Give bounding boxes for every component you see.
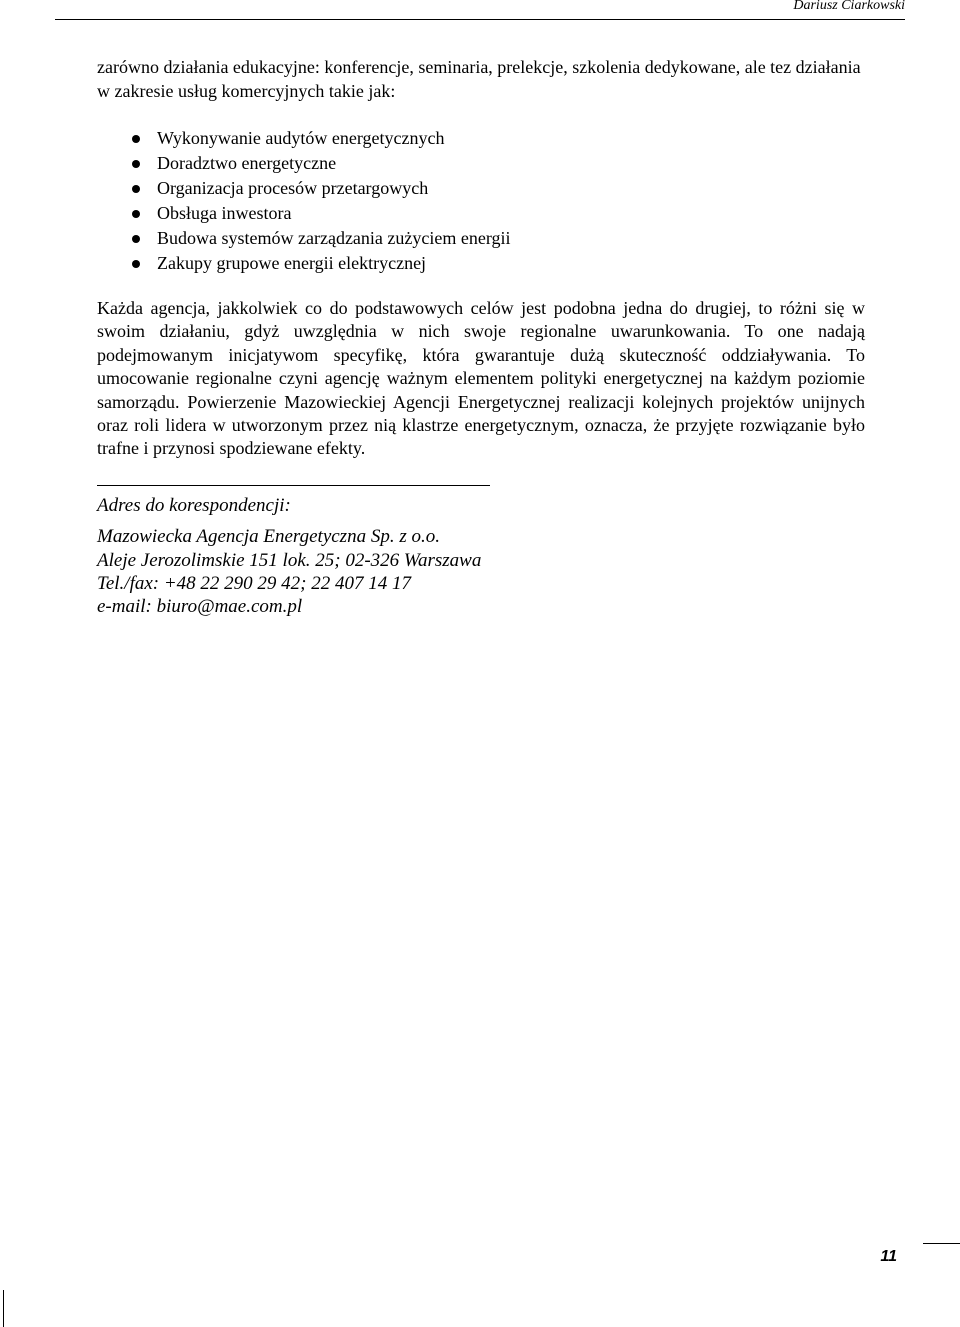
page-content [97,55,865,619]
list-item [97,226,865,251]
list-item-label: Zakupy grupowe energii elektrycznej [157,253,427,273]
email-address: e-mail: biuro@mae.com.pl [97,596,303,618]
body-paragraph: Każda agencja, jakkolwiek co do podstawowych celów jest podobna jedna do drugiej, to różni się w swoim działaniu, gdyż uwzględnia w nich swoje regionalne uwarunkowania. To one nadają podejmowanym inicjatywom specyfikę, która gwarantuje dużą skuteczność oddziaływania. To umocowanie regionalne czyni agencję ważnym elementem polityki energetycznej na każdym poziomie samorządu. Powierzenie Mazowieckiej Agencji Energetycznej realizacji kolejnych projektów unijnych oraz roli lidera w utworzonym przez nią klastrze energetycznym, oznacza, że przyjęte rozwiązanie było trafne i przynosi spodziewane efekty. [97,298,865,459]
list-item [97,151,865,176]
list-item [97,251,865,276]
bullet-icon [132,260,140,268]
bullet-icon [132,185,140,193]
address-label: Adres do korespondencji: [97,494,291,516]
bullet-icon [132,135,140,143]
list-item [97,176,865,201]
street-address: Aleje Jerozolimskie 151 lok. 25; 02-326 Warszawa [97,549,482,571]
page-number: 11 [880,1248,897,1265]
phone-fax: Tel./fax: +48 22 290 29 42; 22 407 14 17 [97,573,412,595]
list-item-label: Organizacja procesów przetargowych [157,178,429,198]
header-author: Dariusz Ciarkowski [793,0,905,13]
bullet-icon [132,160,140,168]
organization-name: Mazowiecka Agencja Energetyczna Sp. z o.o. [97,526,440,548]
footer-divider [923,1243,960,1244]
list-item [97,126,865,151]
header-divider [55,19,905,20]
signature-divider [97,485,490,486]
intro-paragraph: zarówno działania edukacyjne: konferencje, seminaria, prelekcje, szkolenia dedykowane, ale tez działania w zakresie usług komercyjnych takie jak: [97,57,861,101]
bullet-icon [132,235,140,243]
list-item-label: Obsługa inwestora [157,203,292,223]
correspondence-address [97,494,865,619]
crop-mark [3,1290,4,1327]
services-list [97,126,865,276]
list-item-label: Wykonywanie audytów energetycznych [157,128,445,148]
bullet-icon [132,210,140,218]
list-item [97,201,865,226]
list-item-label: Doradztwo energetyczne [157,153,337,173]
list-item-label: Budowa systemów zarządzania zużyciem energii [157,228,511,248]
